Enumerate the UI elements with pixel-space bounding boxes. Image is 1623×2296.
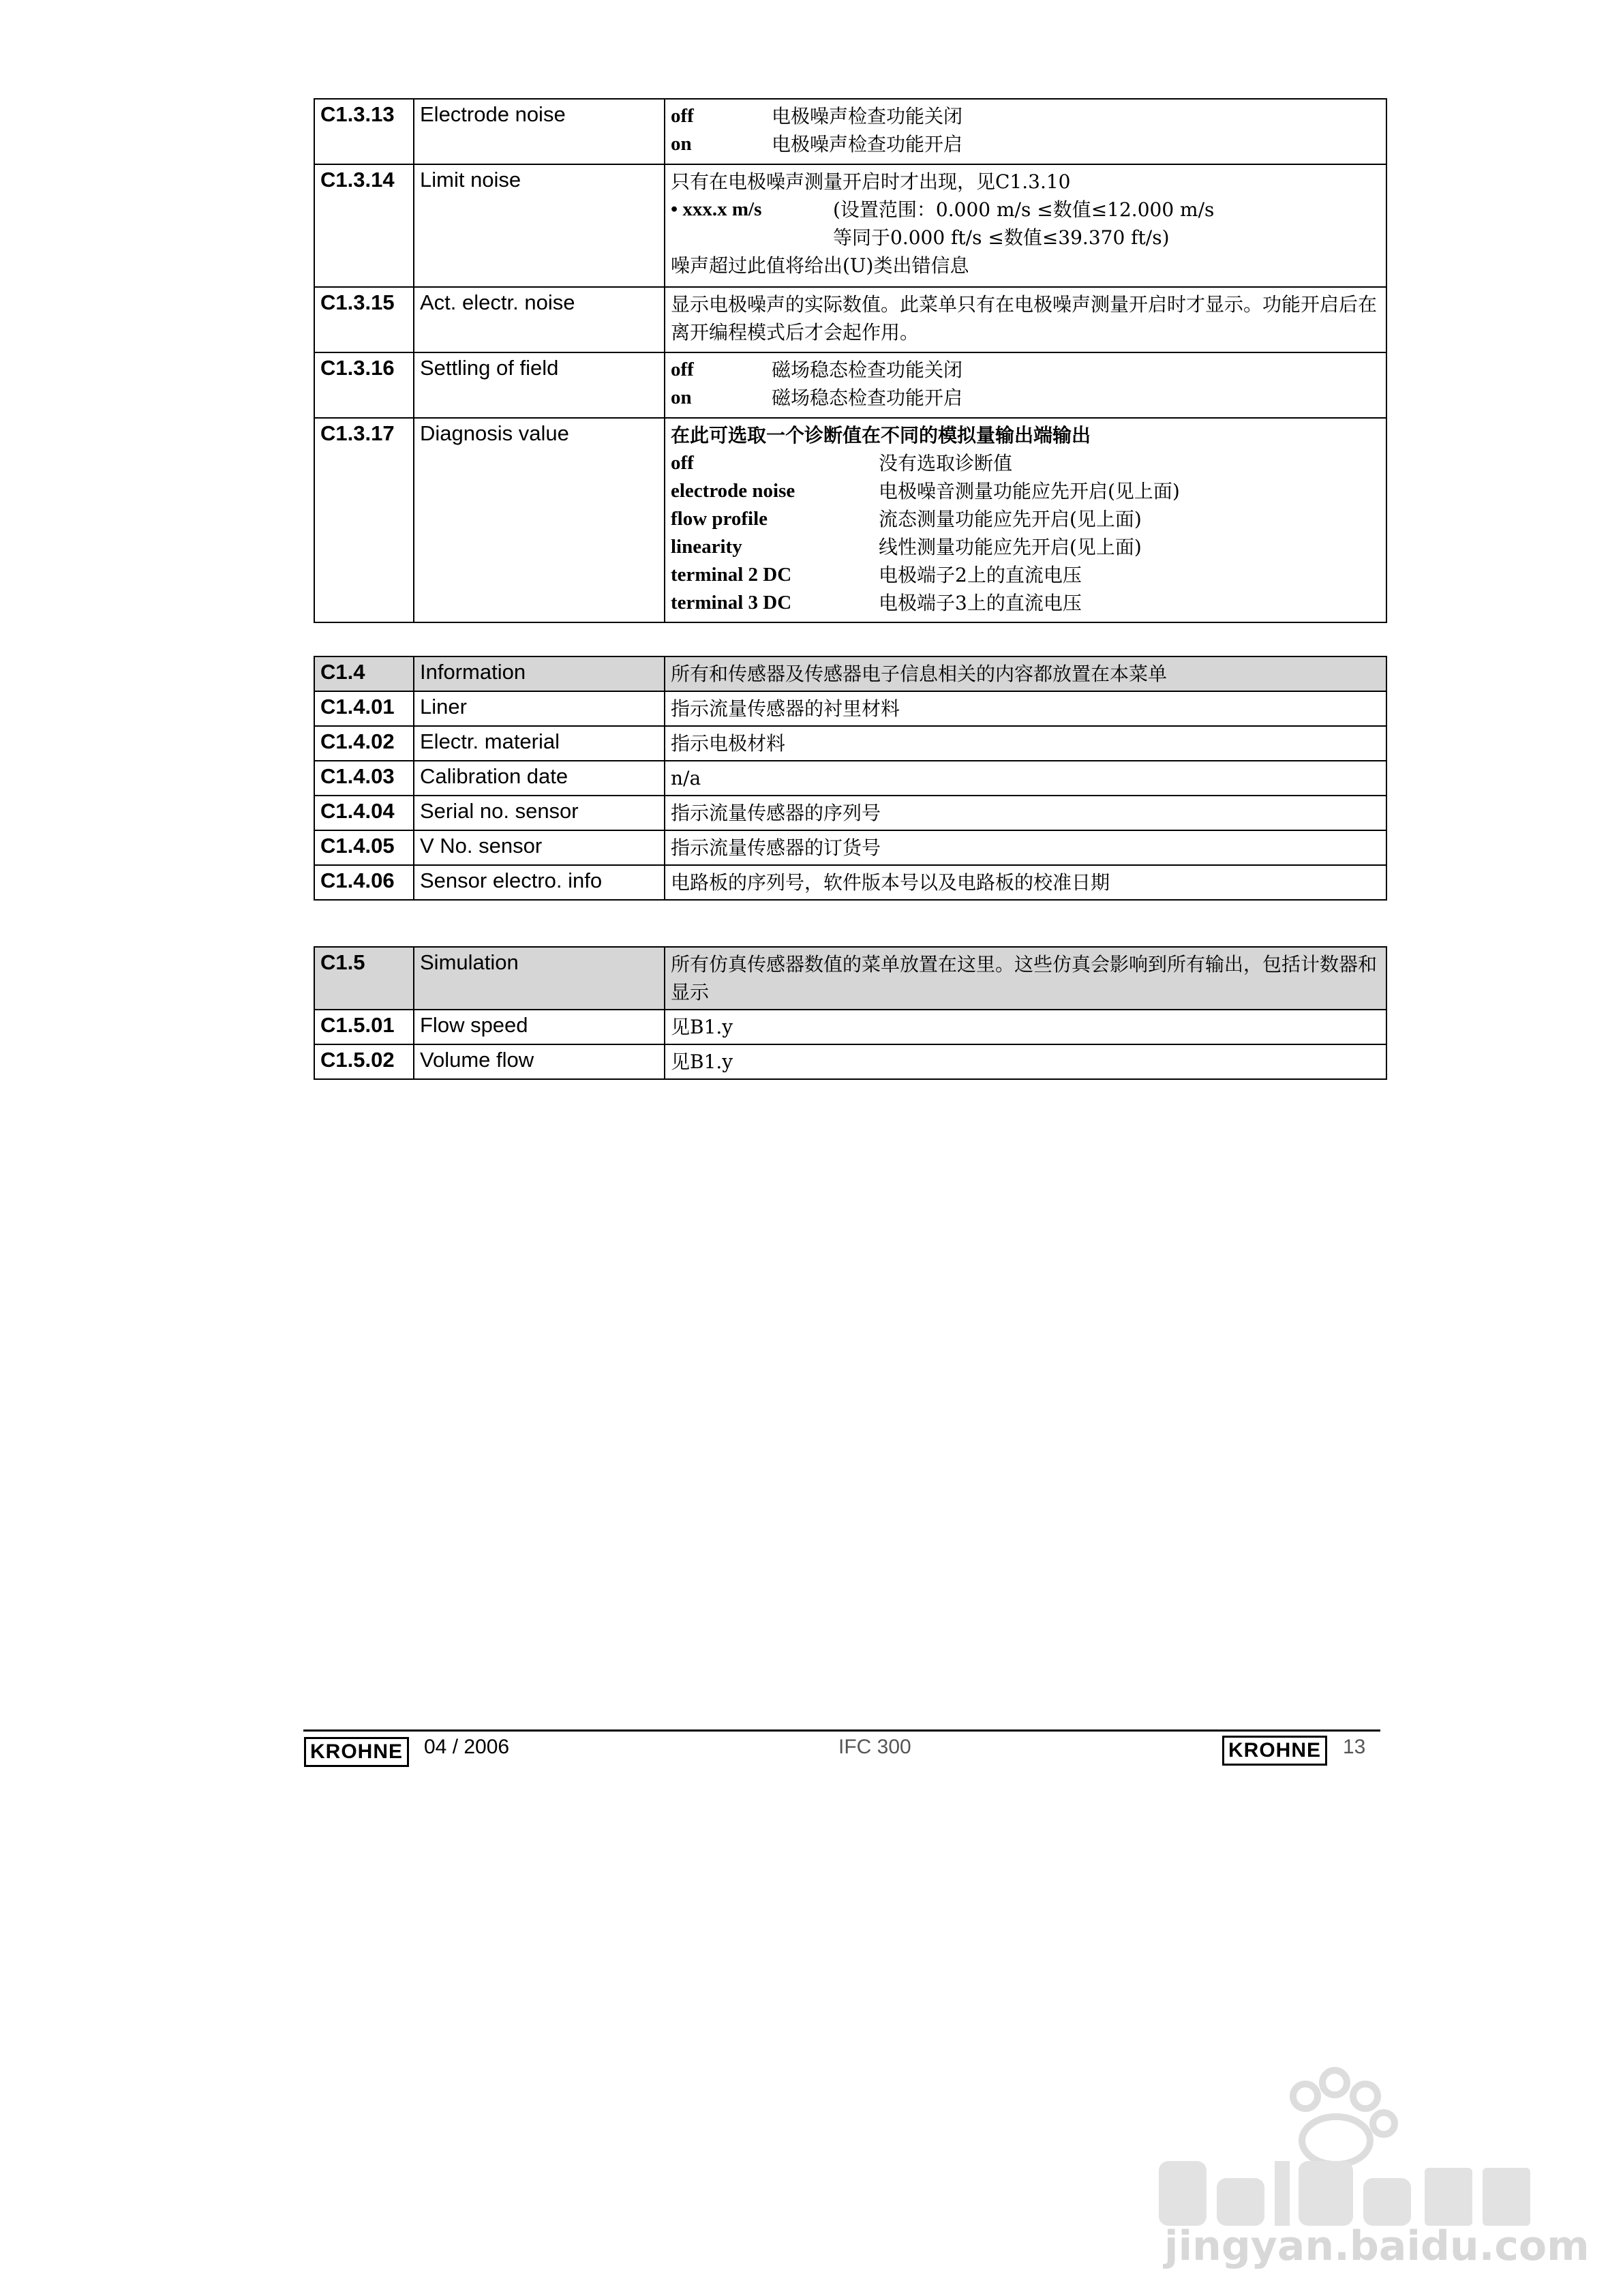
option-value: 没有选取诊断值	[879, 452, 1013, 474]
option-key: off	[671, 452, 694, 474]
table-row	[314, 726, 1386, 761]
table-row	[314, 99, 1386, 164]
menu-label: Liner	[414, 691, 665, 726]
table-header-row	[314, 947, 1386, 1010]
menu-description: 指示电极材料	[665, 726, 1386, 761]
menu-description: 所有和传感器及传感器电子信息相关的内容都放置在本菜单	[665, 656, 1386, 691]
table-header-row	[314, 656, 1386, 691]
option-key: electrode noise	[671, 480, 795, 502]
option-key: • xxx.x m/s	[671, 198, 762, 220]
menu-description	[665, 99, 1386, 164]
option-key: linearity	[671, 536, 742, 558]
menu-table-c13	[314, 98, 1387, 623]
menu-description	[665, 418, 1386, 622]
option-value: 线性测量功能应先开启(见上面)	[879, 536, 1142, 558]
menu-code: C1.5.01	[314, 1010, 414, 1044]
menu-description: 指示流量传感器的序列号	[665, 796, 1386, 830]
menu-description: n/a	[665, 761, 1386, 796]
krohne-logo: KROHNE	[304, 1737, 409, 1767]
menu-table-c14	[314, 656, 1387, 901]
option-value: 电极端子2上的直流电压	[879, 564, 1082, 586]
menu-code: C1.3.15	[314, 287, 414, 352]
menu-description: 电路板的序列号，软件版本号以及电路板的校准日期	[665, 865, 1386, 900]
option-value: 电极端子3上的直流电压	[879, 592, 1082, 614]
table-row	[314, 352, 1386, 418]
description-line: 等同于0.000 ft/s ≤数值≤39.370 ft/s)	[833, 226, 1170, 249]
option-value: 电极噪声检查功能开启	[772, 133, 963, 155]
menu-label: Serial no. sensor	[414, 796, 665, 830]
menu-table-c15	[314, 946, 1387, 1080]
table-row	[314, 1044, 1386, 1079]
menu-label: Volume flow	[414, 1044, 665, 1079]
option-key: off	[671, 359, 694, 380]
description-line: 噪声超过此值将给出(U)类出错信息	[671, 254, 969, 277]
menu-code: C1.4.02	[314, 726, 414, 761]
menu-description: 指示流量传感器的订货号	[665, 830, 1386, 865]
table-row	[314, 761, 1386, 796]
option-value: 磁场稳态检查功能关闭	[772, 359, 963, 381]
menu-code: C1.3.17	[314, 418, 414, 622]
menu-label: Settling of field	[414, 352, 665, 418]
option-key: off	[671, 105, 694, 127]
table-row	[314, 865, 1386, 900]
menu-label: Limit noise	[414, 164, 665, 287]
option-value: 磁场稳态检查功能开启	[772, 387, 963, 409]
menu-description: 见B1.y	[665, 1044, 1386, 1079]
menu-label: Electrode noise	[414, 99, 665, 164]
menu-description: 所有仿真传感器数值的菜单放置在这里。这些仿真会影响到所有输出，包括计数器和显示	[665, 947, 1386, 1010]
menu-label: Simulation	[414, 947, 665, 1010]
menu-code: C1.3.13	[314, 99, 414, 164]
table-row	[314, 418, 1386, 622]
menu-description: 见B1.y	[665, 1010, 1386, 1044]
menu-label: Information	[414, 656, 665, 691]
menu-code: C1.3.16	[314, 352, 414, 418]
option-value: (设置范围：0.000 m/s ≤数值≤12.000 m/s	[833, 198, 1215, 221]
menu-description: 显示电极噪声的实际数值。此菜单只有在电极噪声测量开启时才显示。功能开启后在离开编程模式后才会起作用。	[665, 287, 1386, 352]
watermark-text: jingyan.baidu.com	[1164, 2222, 1590, 2270]
menu-label: Flow speed	[414, 1010, 665, 1044]
option-value: 电极噪声检查功能关闭	[772, 105, 963, 127]
menu-label: Calibration date	[414, 761, 665, 796]
footer-date: 04 / 2006	[424, 1736, 510, 1758]
menu-label: V No. sensor	[414, 830, 665, 865]
description-line: 只有在电极噪声测量开启时才出现，见C1.3.10	[671, 170, 1071, 193]
menu-code: C1.4	[314, 656, 414, 691]
table-row	[314, 164, 1386, 287]
option-key: on	[671, 133, 692, 155]
menu-description: 指示流量传感器的衬里材料	[665, 691, 1386, 726]
description-line: 在此可选取一个诊断值在不同的模拟量输出端输出	[671, 424, 1091, 447]
option-key: flow profile	[671, 508, 768, 530]
menu-description	[665, 164, 1386, 287]
option-key: terminal 3 DC	[671, 592, 792, 614]
menu-code: C1.4.03	[314, 761, 414, 796]
option-value: 电极噪音测量功能应先开启(见上面)	[879, 480, 1180, 502]
table-row	[314, 1010, 1386, 1044]
menu-code: C1.4.05	[314, 830, 414, 865]
option-value: 流态测量功能应先开启(见上面)	[879, 508, 1142, 530]
menu-label: Diagnosis value	[414, 418, 665, 622]
krohne-logo: KROHNE	[1222, 1736, 1327, 1766]
menu-code: C1.5.02	[314, 1044, 414, 1079]
footer-model: IFC 300	[838, 1736, 911, 1758]
menu-code: C1.4.06	[314, 865, 414, 900]
menu-label: Electr. material	[414, 726, 665, 761]
table-row	[314, 830, 1386, 865]
menu-code: C1.4.04	[314, 796, 414, 830]
table-row	[314, 691, 1386, 726]
footer-divider	[303, 1729, 1380, 1732]
page-number: 13	[1343, 1736, 1366, 1758]
table-row	[314, 287, 1386, 352]
menu-description	[665, 352, 1386, 418]
menu-code: C1.4.01	[314, 691, 414, 726]
option-key: on	[671, 387, 692, 408]
menu-label: Sensor electro. info	[414, 865, 665, 900]
option-key: terminal 2 DC	[671, 564, 792, 586]
menu-code: C1.3.14	[314, 164, 414, 287]
menu-code: C1.5	[314, 947, 414, 1010]
menu-label: Act. electr. noise	[414, 287, 665, 352]
table-row	[314, 796, 1386, 830]
